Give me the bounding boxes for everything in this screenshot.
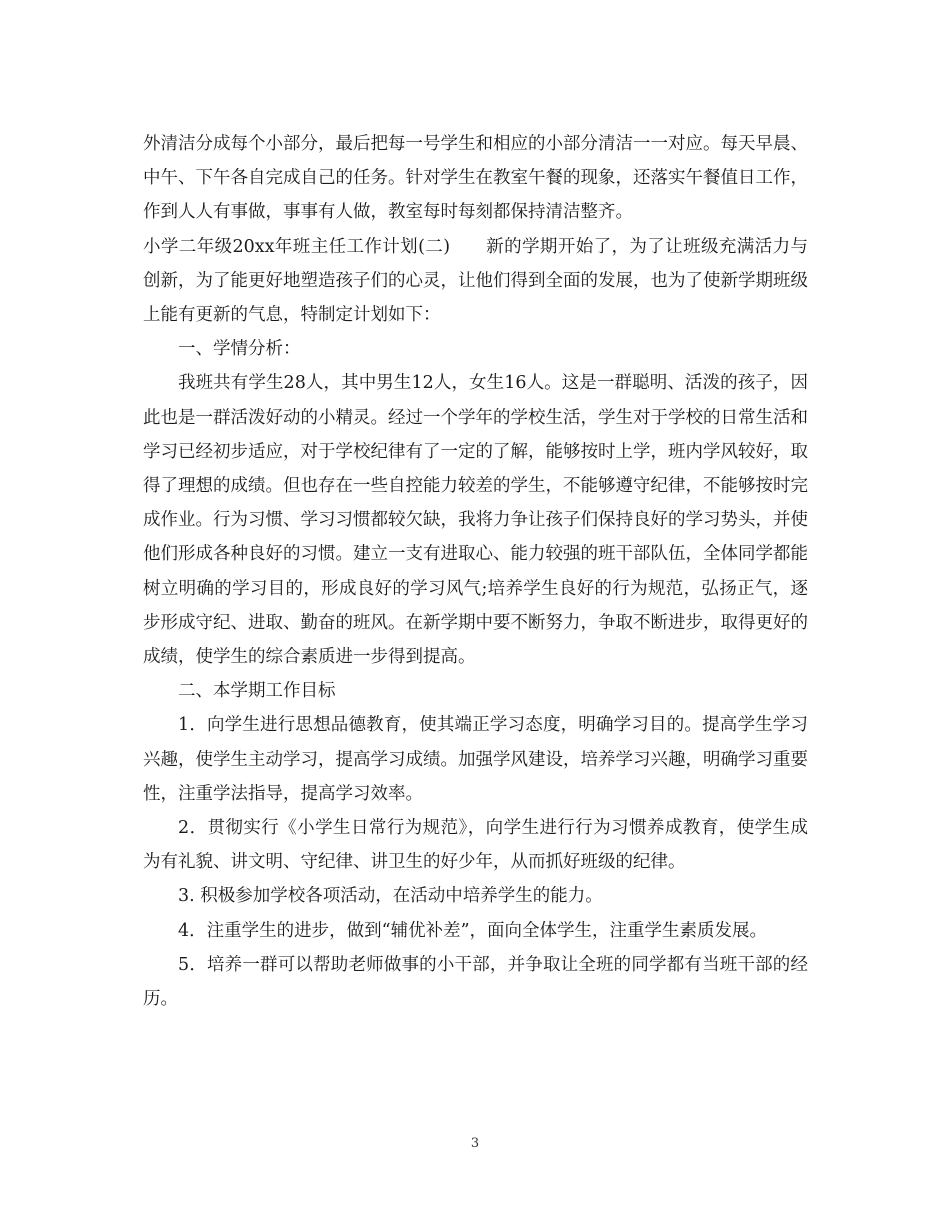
heading-situation-analysis: 一、学情分析： <box>178 339 301 360</box>
document-body <box>143 127 808 1016</box>
paragraph-situation-analysis: 我班共有学生28人，其中男生12人，女生16人。这是一群聪明、活泼的孩子，因此也是一群活泼好动的小精灵。经过一个学年的学校生活，学生对于学校的日常生活和学习已经初步适应，对于学校纪律有了一定的了解，能够按时上学，班内学风较好，取得了理想的成绩。但也存在一些自控能力较差的学生，不能够遵守纪律，不能够按时完成作业。行为习惯、学习习惯都较欠缺，我将力争让孩子们保持良好的学习势头，并使他们形成各种良好的习惯。建立一支有进取心、能力较强的班干部队伍，全体同学都能树立明确的学习目的，形成良好的学习风气;培养学生良好的行为规范，弘扬正气，逐步形成守纪、进取、勤奋的班风。在新学期中要不断努力，争取不断进步，取得更好的成绩，使学生的综合素质进一步得到提高。 <box>143 373 808 668</box>
list-item-goal-5: 5．培养一群可以帮助老师做事的小干部，并争取让全班的同学都有当班干部的经历。 <box>143 954 808 1010</box>
list-item-goal-4: 4．注重学生的进步，做到“辅优补差”，面向全体学生，注重学生素质发展。 <box>178 920 768 941</box>
paragraph-plan-title-intro: 小学二年级20xx年班主任工作计划(二) 新的学期开始了，为了让班级充满活力与创新，为了能更好地塑造孩子们的心灵，让他们得到全面的发展，也为了使新学期班级上能有更新的气息，特制定计划如下： <box>143 236 808 326</box>
list-item-goal-1: 1．向学生进行思想品德教育，使其端正学习态度，明确学习目的。提高学生学习兴趣，使学生主动学习，提高学习成绩。加强学风建设，培养学习兴趣，明确学习重要性，注重学法指导，提高学习效率。 <box>143 715 808 804</box>
page-number: 3 <box>470 1136 480 1151</box>
list-item-goal-2: 2．贯彻实行《小学生日常行为规范》，向学生进行行为习惯养成教育，使学生成为有礼貌、讲文明、守纪律、讲卫生的好少年，从而抓好班级的纪律。 <box>143 818 808 873</box>
heading-work-goals: 二、本学期工作目标 <box>178 681 336 702</box>
list-item-goal-3: 3. 积极参加学校各项活动，在活动中培养学生的能力。 <box>178 886 603 907</box>
paragraph-cleaning-duties: 外清洁分成每个小部分，最后把每一号学生和相应的小部分清洁一一对应。每天早晨、中午、下午各自完成自己的任务。针对学生在教室午餐的现象，还落实午餐值日工作，作到人人有事做，事事有人做，教室每时每刻都保持清洁整齐。 <box>143 134 808 223</box>
